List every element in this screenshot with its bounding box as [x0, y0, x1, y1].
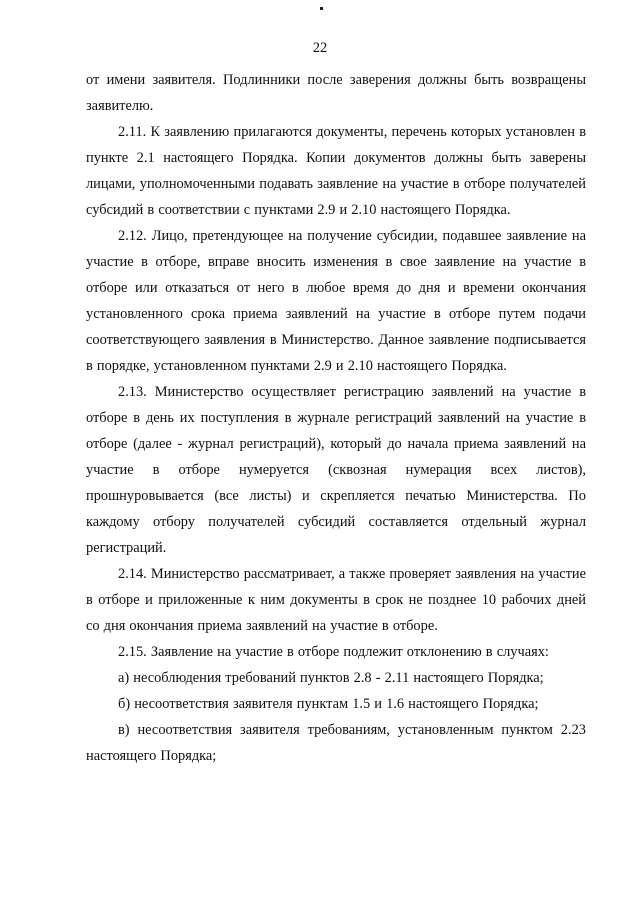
document-body: [86, 67, 586, 769]
paragraph-2-15: 2.15. Заявление на участие в отборе подлежит отклонению в случаях:: [118, 644, 549, 660]
paragraph-2-11: 2.11. К заявлению прилагаются документы, перечень которых установлен в пункте 2.1 настоящего Порядка. Копии документов должны быть заверены лицами, уполномоченными подавать заявление на участие в отборе получателей субсидий в соответствии с пунктами 2.9 и 2.10 настоящего Порядка.: [86, 124, 586, 218]
page-number: 22: [312, 40, 328, 56]
paragraph-2-13: 2.13. Министерство осуществляет регистрацию заявлений на участие в отборе в день их поступления в журнале регистраций заявлений на участие в отборе (далее - журнал регистраций), который до начала приема заявлений на участие в отборе нумеруется (сквозная нумерация всех листов), прошнуровывается (все листы) и скрепляется печатью Министерства. По каждому отбору получателей субсидий составляется отдельный журнал регистраций.: [86, 384, 586, 556]
paragraph-continuation: от имени заявителя. Подлинники после заверения должны быть возвращены заявителю.: [86, 72, 586, 114]
list-item-b: б) несоответствия заявителя пунктам 1.5 и 1.6 настоящего Порядка;: [118, 696, 539, 712]
list-item-v: в) несоответствия заявителя требованиям, установленным пунктом 2.23 настоящего Порядка;: [86, 722, 586, 764]
paragraph-2-12: 2.12. Лицо, претендующее на получение субсидии, подавшее заявление на участие в отборе, вправе вносить изменения в свое заявление на участие в отборе или отказаться от него в любое время до дня и времени окончания установленного срока приема заявлений на участие в отборе путем подачи соответствующего заявления в Министерство. Данное заявление подписывается в порядке, установленном пунктами 2.9 и 2.10 настоящего Порядка.: [86, 228, 586, 374]
scan-mark: [320, 7, 323, 10]
paragraph-2-14: 2.14. Министерство рассматривает, а также проверяет заявления на участие в отборе и приложенные к ним документы в срок не позднее 10 рабочих дней со дня окончания приема заявлений на участие в отборе.: [86, 566, 586, 634]
list-item-a: а) несоблюдения требований пунктов 2.8 - 2.11 настоящего Порядка;: [118, 670, 544, 686]
